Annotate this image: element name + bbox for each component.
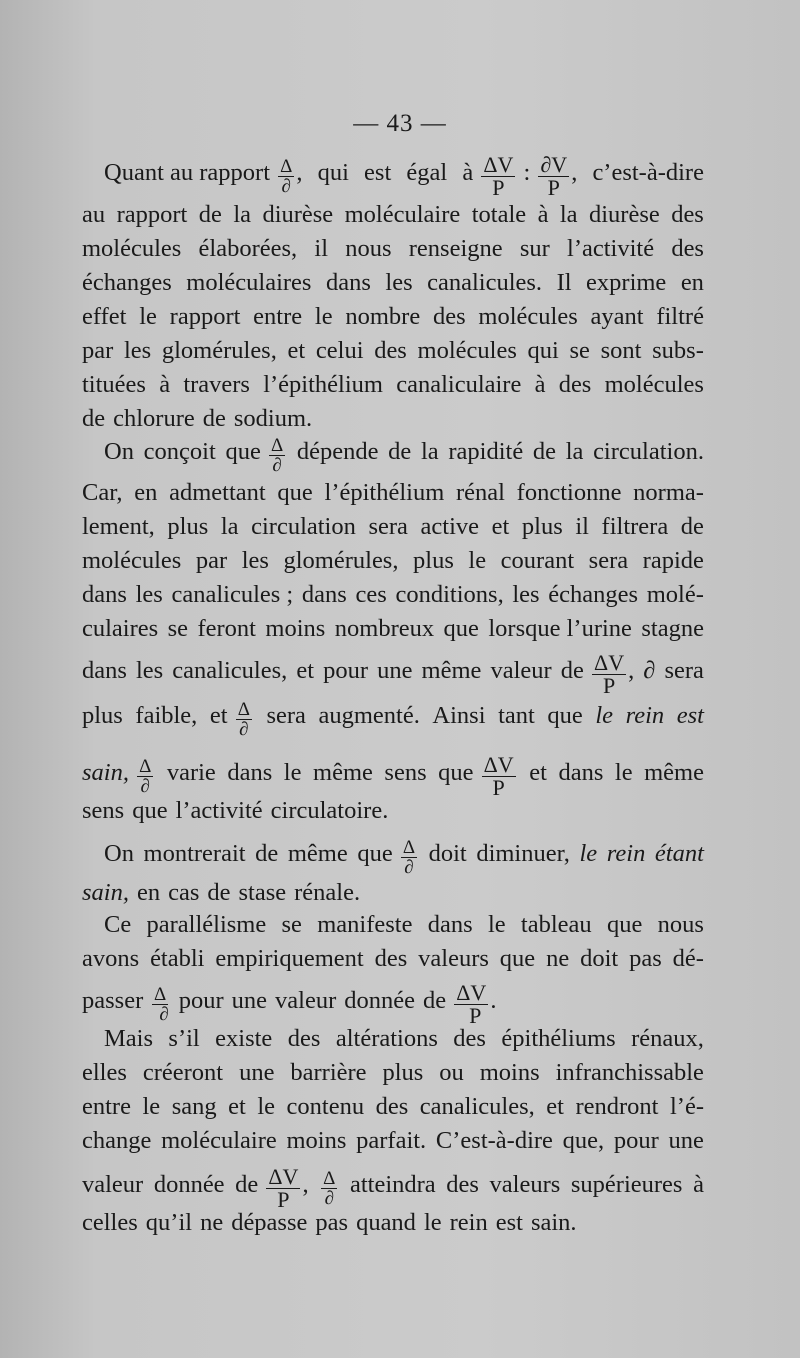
text-line: de chlorure de sodium. bbox=[82, 405, 313, 432]
fraction-dV-over-P: $\frac{\Delta V}{P}$ bbox=[268, 1164, 299, 1212]
fraction-dV-over-P: $\frac{\Delta V}{P}$ bbox=[483, 152, 514, 200]
text-line: culaires se feront moins nombreux que lorsque l’urine stagne bbox=[82, 615, 704, 642]
text-line: elles créeront une barrière plus ou moins infranchissable bbox=[82, 1059, 704, 1086]
text-line: au rapport de la diurèse moléculaire totale à la diurèse des bbox=[82, 201, 704, 228]
page-number: — 43 — bbox=[353, 110, 447, 137]
fraction-delta-over-d: $\frac{\Delta}{\partial}$ bbox=[280, 156, 293, 197]
text-line: par les glomérules, et celui des molécules qui se sont subs- bbox=[82, 337, 704, 364]
text-line: échanges moléculaires dans les canalicules. Il exprime en bbox=[82, 269, 704, 296]
fraction-dV-over-P: $\frac{\Delta V}{P}$ bbox=[594, 650, 625, 698]
text-line: dans les canalicules ; dans ces conditions, les échanges molé- bbox=[82, 581, 704, 608]
text-line: avons établi empiriquement des valeurs que ne doit pas dé- bbox=[82, 945, 704, 972]
fraction-delta-over-d: $\frac{\Delta}{\partial}$ bbox=[402, 837, 416, 878]
fraction-delta-over-d: $\frac{\Delta}{\partial}$ bbox=[270, 435, 284, 476]
text-line: sain, $\frac{\Delta}{\partial}$ varie dans le même sens que $\frac{\Delta V}{P}$ et dans le même bbox=[82, 752, 704, 800]
text-line: On conçoit que $\frac{\Delta}{\partial}$ dépende de la rapidité de la circulation. bbox=[104, 435, 704, 476]
text-line: Ce parallélisme se manifeste dans le tableau que nous bbox=[104, 911, 704, 938]
text-line: lement, plus la circulation sera active et plus il filtrera de bbox=[82, 513, 704, 540]
text-line: sain, en cas de stase rénale. bbox=[82, 879, 361, 906]
fraction-dV-over-P: $\frac{\Delta V}{P}$ bbox=[483, 752, 514, 800]
text-line: valeur donnée de $\frac{\Delta V}{P}$ , $\frac{\Delta}{\partial}$ atteindra des valeurs supérieures à bbox=[82, 1164, 704, 1212]
text-line: change moléculaire moins parfait. C’est-à-dire que, pour une bbox=[82, 1127, 704, 1154]
text-line: molécules par les glomérules, plus le courant sera rapide bbox=[82, 547, 704, 574]
text-line: Mais s’il existe des altérations des épithéliums rénaux, bbox=[104, 1025, 704, 1052]
text-line: effet le rapport entre le nombre des molécules ayant filtré bbox=[82, 303, 704, 330]
text-line: tituées à travers l’épithélium canaliculaire à des molécules bbox=[82, 371, 704, 398]
text-line: plus faible, et $\frac{\Delta}{\partial}$ sera augmenté. Ainsi tant que le rein est bbox=[82, 699, 704, 740]
fraction-delta-over-d: $\frac{\Delta}{\partial}$ bbox=[323, 1168, 336, 1209]
fraction-sV-over-P: $\frac{\partial V}{P}$ bbox=[540, 152, 568, 200]
text-line: entre le sang et le contenu des canalicules, et rendront l’é- bbox=[82, 1093, 704, 1120]
text-line: Car, en admettant que l’épithélium rénal fonctionne norma- bbox=[82, 479, 704, 506]
fraction-delta-over-d: $\frac{\Delta}{\partial}$ bbox=[237, 699, 250, 740]
fraction-delta-over-d: $\frac{\Delta}{\partial}$ bbox=[139, 756, 152, 797]
text-line: Quant au rapport $\frac{\Delta}{\partial}$ , qui est égal à $\frac{\Delta V}{P}$ : $\frac{\partial V}{P}$ , c’est-à-dire bbox=[104, 152, 704, 200]
text-line: dans les canalicules, et pour une même valeur de $\frac{\Delta V}{P}$ , ∂ sera bbox=[82, 650, 704, 698]
fraction-delta-over-d: $\frac{\Delta}{\partial}$ bbox=[153, 984, 169, 1025]
text-line: sens que l’activité circulatoire. bbox=[82, 797, 389, 824]
text-line: passer $\frac{\Delta}{\partial}$ pour une valeur donnée de $\frac{\Delta V}{P}$ . bbox=[82, 980, 497, 1028]
text-line: molécules élaborées, il nous renseigne sur l’activité des bbox=[82, 235, 704, 262]
fraction-dV-over-P: $\frac{\Delta V}{P}$ bbox=[456, 980, 487, 1028]
text-line: On montrerait de même que $\frac{\Delta}{\partial}$ doit diminuer, le rein étant bbox=[104, 837, 704, 878]
text-line: celles qu’il ne dépasse pas quand le rein est sain. bbox=[82, 1209, 577, 1236]
